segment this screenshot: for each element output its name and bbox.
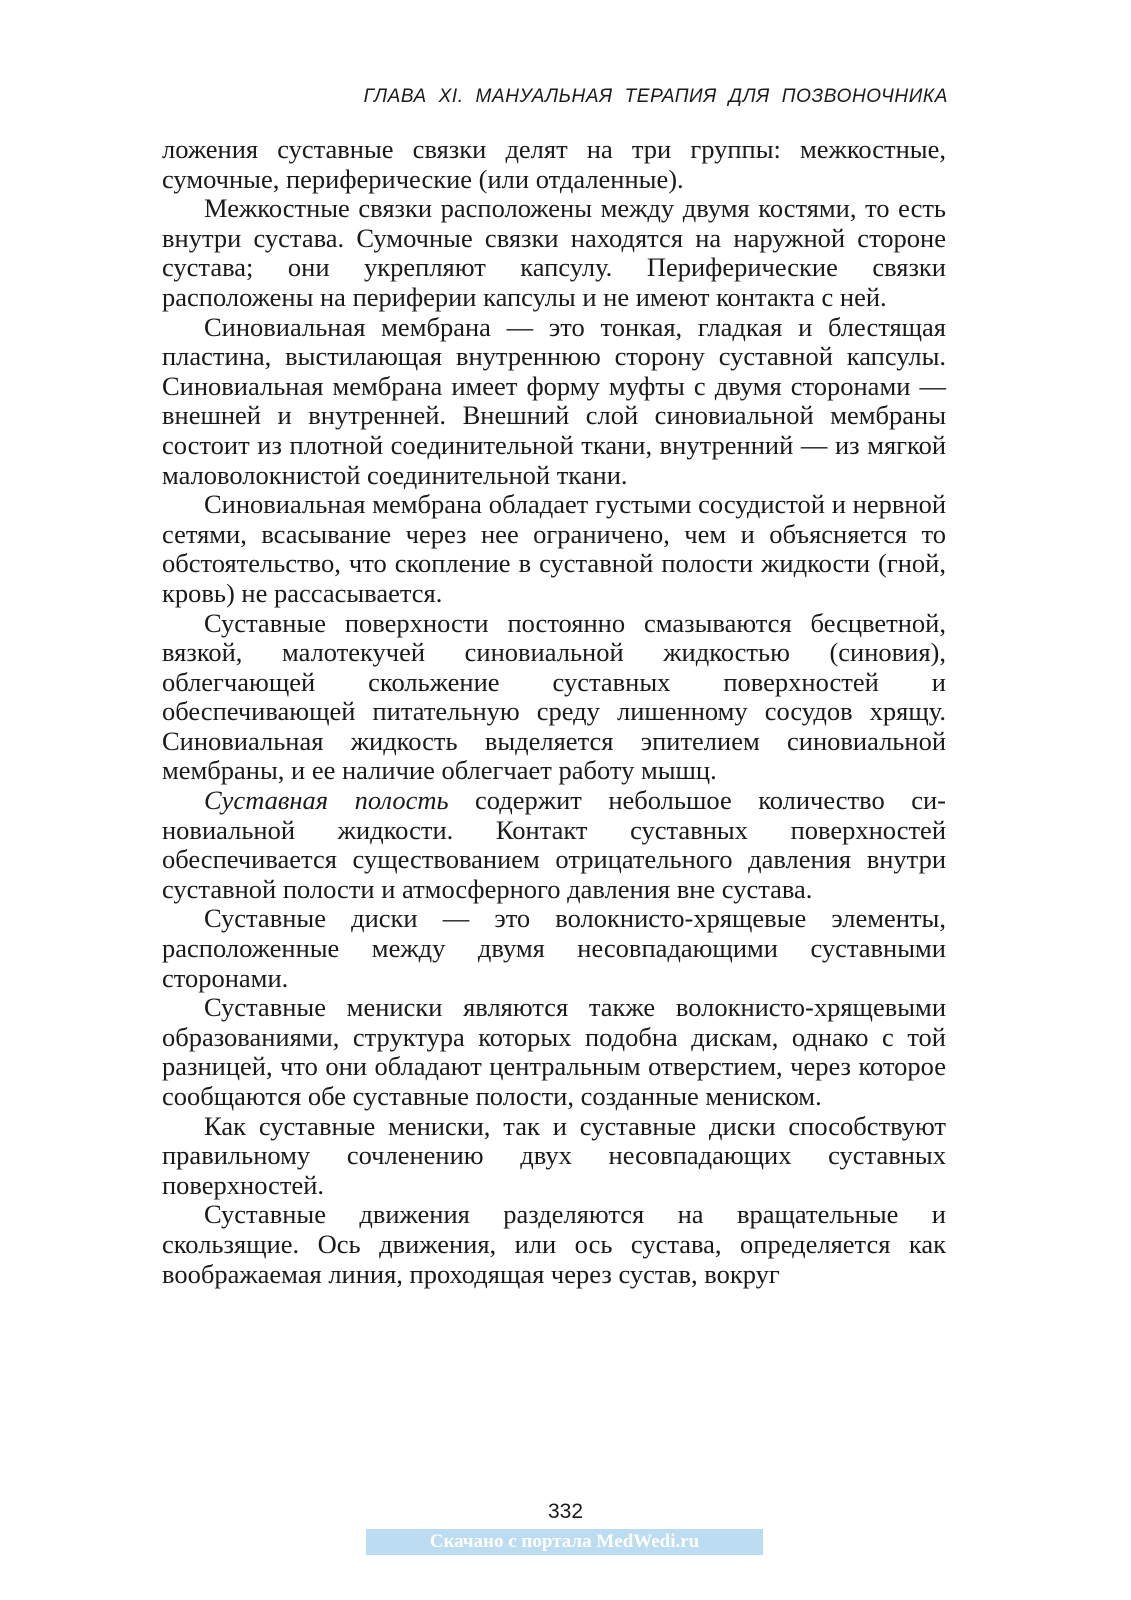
paragraph-joint-cavity [162,786,946,904]
paragraph-1: ложения суставные связки делят на три группы: межкостные, сумочные, периферические (или отдаленные). [162,134,946,194]
joint-cavity-text: содержит небольшое количество синовиальной жидкости. Контакт суставных поверхностей обеспечивается существованием отрицательного давления внутри суставной полости и атмосферного давления вне сустава. [162,785,946,904]
paragraph-2: Межкостные связки расположены между двумя костями, то есть внутри сустава. Сумочные связки находятся на наружной стороне сустава; они укрепляют капсулу. Периферические связки расположены на периферии капсулы и не имеют контакта с ней. [162,193,946,312]
paragraph-4: Синовиальная мембрана обладает густыми сосудистой и нервной сетями, всасывание через нее ограничено, чем и объясняется то обстоятельство, что скопление в суставной полости жидкости (гной, кровь) не рассасывается. [162,489,946,608]
paragraph-7: Суставные диски — это волокнисто-хрящевые элементы, расположенные между двумя несовпадающими суставными сторонами. [162,903,946,993]
body-text [162,135,946,1289]
running-head: ГЛАВА XI. МАНУАЛЬНАЯ ТЕРАПИЯ ДЛЯ ПОЗВОНОЧНИКА [363,86,948,107]
paragraph-5: Суставные поверхности постоянно смазываются бесцветной, вязкой, малотекучей синовиальной жидкостью (синовия), облегчающей скольжение суставных поверхностей и обеспечивающей питательную среду лишенному сосудов хрящу. Синовиальная жидкость выделяется эпителием синовиальной мембраны, и ее наличие облегчает работу мышц. [162,607,946,786]
paragraph-10: Суставные движения разделяются на вращательные и скользящие. Ось движения, или ось сустава, определяется как воображаемая линия, проходящая через сустав, вокруг [162,1199,946,1289]
page-number: 332 [547,1500,584,1523]
paragraph-3: Синовиальная мембрана — это тонкая, гладкая и блестящая пластина, выстилающая внутреннюю сторону суставной капсулы. Синовиальная мембрана имеет форму муфты с двумя сторонами — внешней и внутренней. Внешний слой синовиальной мембраны состоит из плотной соединительной ткани, внутренний — из мягкой маловолокнистой соединительной ткани. [162,311,946,490]
paragraph-8: Суставные мениски являются также волокнисто-хрящевыми образованиями, структура которых подобна дискам, однако с той разницей, что они обладают центральным отверстием, через которое сообщаются обе суставные полости, созданные мениском. [162,992,946,1111]
term-joint-cavity: Суставная полость [204,785,449,816]
paragraph-9: Как суставные мениски, так и суставные диски способствуют правильному сочленению двух несовпадающих суставных поверхностей. [162,1110,946,1200]
download-watermark[interactable]: Скачано с портала MedWedi.ru [366,1529,763,1555]
